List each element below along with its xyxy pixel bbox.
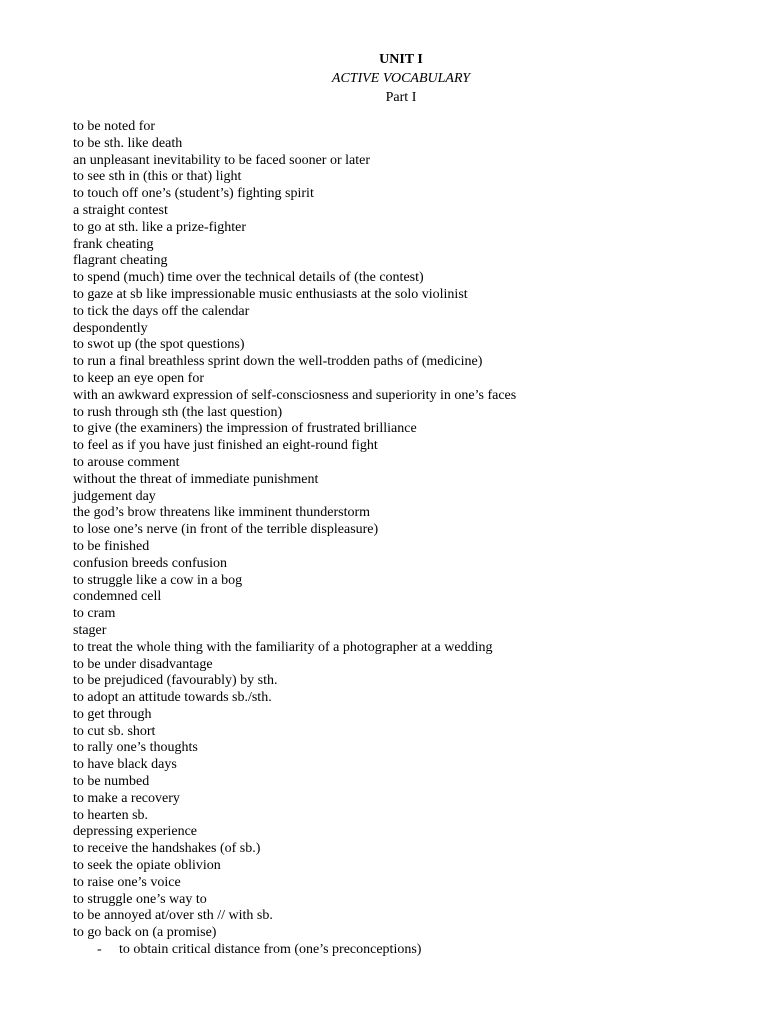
vocab-item: to be under disadvantage: [73, 656, 213, 672]
vocab-item: to be sth. like death: [73, 135, 183, 151]
vocab-item: to struggle like a cow in a bog: [73, 572, 243, 588]
vocab-item: to touch off one’s (student’s) fighting spirit: [73, 186, 314, 202]
vocab-item: condemned cell: [73, 589, 162, 605]
vocab-item: to treat the whole thing with the familiarity of a photographer at a wedding: [73, 639, 493, 655]
vocab-item: to rush through sth (the last question): [73, 404, 283, 420]
vocab-item: to keep an eye open for: [73, 370, 204, 386]
vocab-item: to seek the opiate oblivion: [73, 858, 221, 874]
section-subtitle: ACTIVE VOCABULARY: [331, 71, 471, 86]
vocab-item: depressing experience: [73, 824, 197, 840]
vocab-item: to go at sth. like a prize-fighter: [73, 219, 246, 235]
unit-title: UNIT I: [379, 52, 423, 67]
page-header: [0, 50, 768, 107]
vocab-item: to raise one’s voice: [73, 874, 181, 890]
dash-item-text: to obtain critical distance from (one’s preconceptions): [119, 942, 422, 957]
vocab-item: to hearten sb.: [73, 807, 149, 823]
vocab-item: to make a recovery: [73, 790, 180, 806]
vocab-item: to be noted for: [73, 119, 156, 134]
vocab-item: to be finished: [73, 538, 150, 554]
vocab-item: judgement day: [73, 488, 156, 504]
vocab-item: to gaze at sb like impressionable music enthusiasts at the solo violinist: [73, 286, 468, 302]
vocab-item: despondently: [73, 320, 148, 336]
vocab-item: to feel as if you have just finished an eight-round fight: [73, 438, 378, 454]
vocab-item: flagrant cheating: [73, 253, 168, 269]
vocabulary-list: [73, 119, 516, 942]
part-label: Part I: [385, 90, 417, 105]
vocab-item: to cram: [73, 606, 116, 622]
vocab-item: to give (the examiners) the impression of frustrated brilliance: [73, 421, 417, 437]
dash-list-item: [97, 941, 421, 958]
vocab-item: to be annoyed at/over sth // with sb.: [73, 908, 273, 924]
vocab-item: to go back on (a promise): [73, 925, 217, 941]
vocab-item: to swot up (the spot questions): [73, 337, 245, 353]
vocab-item: frank cheating: [73, 236, 154, 252]
vocab-item: without the threat of immediate punishment: [73, 471, 319, 487]
vocab-item: to be prejudiced (favourably) by sth.: [73, 673, 278, 689]
vocab-item: to struggle one’s way to: [73, 891, 207, 907]
vocab-item: confusion breeds confusion: [73, 555, 227, 571]
vocab-item: to get through: [73, 706, 152, 722]
vocab-item: to run a final breathless sprint down the well-trodden paths of (medicine): [73, 354, 483, 370]
vocab-item: an unpleasant inevitability to be faced sooner or later: [73, 152, 371, 168]
vocab-item: to arouse comment: [73, 454, 180, 470]
dash-bullet: -: [97, 942, 102, 957]
vocab-item: to tick the days off the calendar: [73, 303, 250, 319]
vocab-item: to adopt an attitude towards sb./sth.: [73, 690, 272, 706]
vocab-item: a straight contest: [73, 202, 168, 218]
vocab-item: with an awkward expression of self-consciosness and superiority in one’s faces: [73, 387, 517, 403]
vocab-item: to see sth in (this or that) light: [73, 169, 242, 185]
vocab-item: to spend (much) time over the technical details of (the contest): [73, 270, 424, 286]
vocab-item: to rally one’s thoughts: [73, 740, 198, 756]
vocab-item: the god’s brow threatens like imminent thunderstorm: [73, 505, 371, 521]
vocab-item: to be numbed: [73, 774, 150, 790]
vocab-item: to cut sb. short: [73, 723, 156, 739]
vocab-item: to receive the handshakes (of sb.): [73, 841, 261, 857]
vocab-item: to have black days: [73, 757, 177, 773]
vocab-item: to lose one’s nerve (in front of the terrible displeasure): [73, 522, 379, 538]
vocab-item: stager: [73, 622, 107, 638]
